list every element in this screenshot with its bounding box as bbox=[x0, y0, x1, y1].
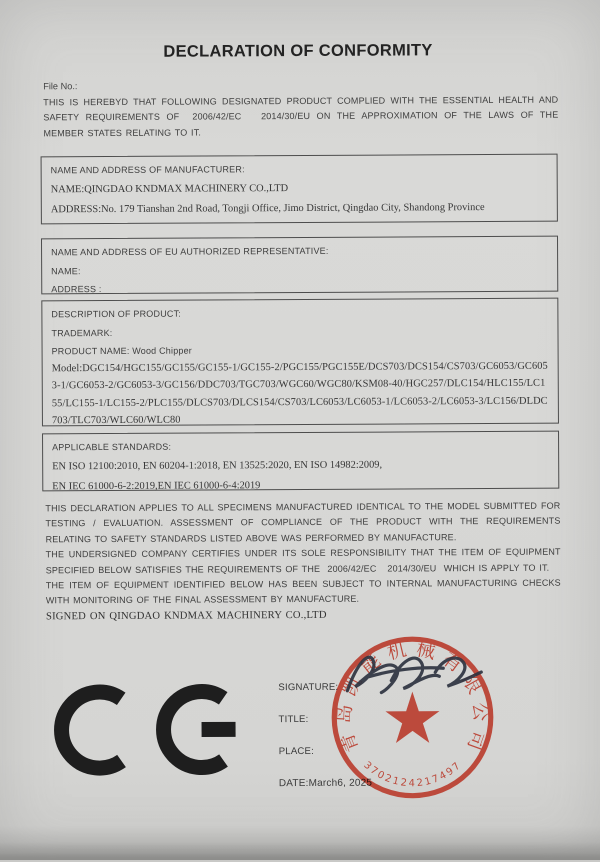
trademark-line: TRADEMARK: bbox=[51, 327, 113, 339]
date-line: DATE:March6, 2025 bbox=[278, 777, 373, 790]
declaration-paragraph-1: THIS DECLARATION APPLIES TO ALL SPECIMENS MANUFACTURED IDENTICAL TO THE MODEL SUBMITTED FOR TESTING / EVALUATION. ASSESSMENT OF COMPLIANCE OF THE PRODUCT WITH THE REQUIREMENTS RELATING TO SAFETY STANDARDS LISTED ABOVE WAS PERFORMED BY MANUFACTURE. bbox=[45, 500, 561, 545]
standards-heading: APPLICABLE STANDARDS: bbox=[52, 441, 172, 453]
product-heading: DESCRIPTION OF PRODUCT: bbox=[51, 308, 182, 320]
file-no-label: File No.: bbox=[43, 81, 78, 92]
product-description-box bbox=[41, 298, 559, 427]
standards-box bbox=[42, 431, 559, 492]
stamp-company-text: 青岛凯能机械有限公司 bbox=[333, 638, 492, 756]
place-label: PLACE: bbox=[278, 745, 315, 758]
eu-representative-box bbox=[41, 236, 558, 295]
photo-edge-shadow bbox=[0, 842, 600, 860]
eu-rep-heading: NAME AND ADDRESS OF EU AUTHORIZED REPRESENTATIVE: bbox=[51, 245, 329, 258]
eu-rep-name: NAME: bbox=[51, 266, 81, 277]
manufacturer-name: NAME:QINGDAO KNDMAX MACHINERY CO.,LTD bbox=[50, 183, 289, 196]
document-title: DECLARATION OF CONFORMITY bbox=[163, 41, 433, 61]
title-label: TITLE: bbox=[278, 713, 309, 726]
declaration-paragraph-3: THE ITEM OF EQUIPMENT IDENTIFIED BELOW HAS BEEN SUBJECT TO INTERNAL MANUFACTURING CHECKS WITH MONITORING OF THE FINAL ASSESSMENT BY MANUFACTURE. bbox=[45, 577, 561, 606]
stamp-number-text: 3702124217497 bbox=[361, 759, 465, 790]
intro-paragraph: THIS IS HEREBYD THAT FOLLOWING DESIGNATED PRODUCT COMPLIED WITH THE ESSENTIAL HEALTH AND SAFETY REQUIREMENTS OF 2006/42/EC 2014/30/EU ON THE APPROXIMATION OF THE LAWS OF THE MEMBER STATES RELATING TO IT. bbox=[43, 94, 559, 139]
manufacturer-box bbox=[41, 154, 558, 225]
manufacturer-heading: NAME AND ADDRESS OF MANUFACTURER: bbox=[50, 164, 245, 176]
product-name-line: PRODUCT NAME: Wood Chipper bbox=[51, 345, 193, 357]
declaration-paragraph-2: THE UNDERSIGNED COMPANY CERTIFIES UNDER ITS SOLE RESPONSIBILITY THAT THE ITEM OF EQUIPMENT SPECIFIED BELOW SATISFIES THE REQUIREMENTS OF THE 2006/42/EC 2014/30/EU WHICH IS APPLY TO IT. bbox=[45, 546, 561, 575]
standards-line-2: EN IEC 61000-6-2:2019,EN IEC 61000-6-4:2019 bbox=[52, 479, 261, 492]
signature-scribble bbox=[339, 642, 489, 708]
standards-line-1: EN ISO 12100:2010, EN 60204-1:2018, EN 13525:2020, EN ISO 14982:2009, bbox=[52, 459, 383, 473]
declaration-text bbox=[45, 499, 561, 625]
ce-mark-icon bbox=[51, 674, 252, 785]
model-list: Model:DGC154/HGC155/GC155/GC155-1/GC155-2/PGC155/PGC155E/DCS703/DCS154/CS703/GC6053/GC6053-1/GC6053-2/GC6053-3/GC156/DDC703/TGC703/WGC60/WGC80/KSM08-40/HGC257/DLC154/HLC155/LC155/LC155-1/LC155-2/PLC155/DLCS703/DLCS154/CS703/LC6053/LC6053-1/LC6053-2/LC6053-3/LC156/DLDC703/TLC703/WLC60/WLC80 bbox=[51, 360, 548, 427]
eu-rep-address: ADDRESS : bbox=[51, 284, 102, 295]
signed-on-line: SIGNED ON QINGDAO KNDMAX MACHINERY CO.,LTD bbox=[45, 609, 327, 623]
manufacturer-address: ADDRESS:No. 179 Tianshan 2nd Road, Tongji Office, Jimo District, Qingdao City, Shandong Province bbox=[50, 201, 485, 215]
signature-label: SIGNATURE: bbox=[278, 681, 339, 694]
